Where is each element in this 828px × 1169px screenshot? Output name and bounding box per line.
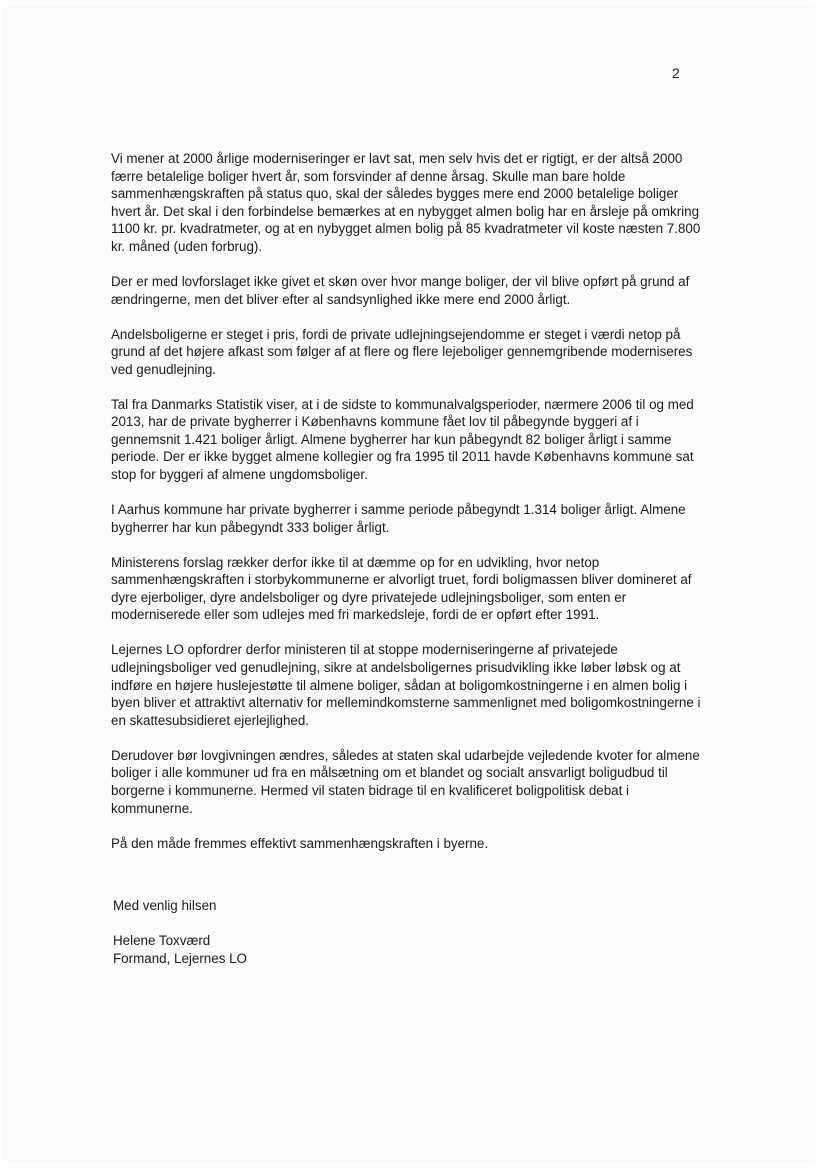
signatory-name: Helene Toxværd xyxy=(113,932,211,948)
signatory-title: Formand, Lejernes LO xyxy=(113,950,247,966)
paragraph-aarhus-statistics: I Aarhus kommune har private bygherrer i samme periode påbegyndt 1.314 boliger årligt. Almene bygherrer har kun påbegyndt 333 boliger årligt. xyxy=(111,502,686,535)
document-page xyxy=(4,8,814,1160)
paragraph-recommendations: Lejernes LO opfordrer derfor ministeren til at stoppe moderniseringerne af privatejede udlejningsboliger ved genudlejning, sikre at andelsboligernes prisudvikling ikke løber løbsk og at indføre en højere huslejestøtte til almene boliger, sådan at boligomkostningerne i en almen bolig i byen bliver et attraktivt alternativ for mellemindkomsterne sammenlignet med boligomkostningerne i en skattesubsidieret ejerlejlighed. xyxy=(111,642,701,728)
letter-body xyxy=(111,150,701,852)
paragraph-conclusion: På den måde fremmes effektivt sammenhængskraften i byerne. xyxy=(111,835,489,851)
paragraph-ministers-proposal: Ministerens forslag rækker derfor ikke til at dæmme op for en udvikling, hvor netop sammenhængskraften i storbykommunerne er alvorligt truet, fordi boligmassen bliver domineret af dyre ejerboliger, dyre andelsboliger og dyre privatejede udlejningsboliger, som enten er moderniserede eller som udlejes med fri markedsleje, fordi de er opført efter 1991. xyxy=(111,554,692,623)
signature-block xyxy=(113,897,247,967)
paragraph-modernization-count: Vi mener at 2000 årlige moderniseringer er lavt sat, men selv hvis det er rigtigt, er der altså 2000 færre betalelige boliger hvert år, som forsvinder af denne årsag. Skulle man bare holde sammenhængskraften på status quo, skal der således bygges mere end 2000 betalelige boliger hvert år. Det skal i den forbindelse bemærkes at en nybygget almen bolig har en årsleje på omkring 1100 kr. pr. kvadratmeter, og at en nybygget almen bolig på 85 kvadratmeter vil koste næsten 7.800 kr. måned (uden forbrug). xyxy=(111,151,701,254)
page-number: 2 xyxy=(672,65,680,81)
closing-greeting: Med venlig hilsen xyxy=(113,898,217,913)
paragraph-cooperative-prices: Andelsboligerne er steget i pris, fordi de private udlejningsejendomme er steget i værdi netop på grund af det højere afkast som følger af at flere og flere lejeboliger gennemgribende moderniseres ved genudlejning. xyxy=(111,326,693,377)
paragraph-legislation-quotas: Derudover bør lovgivningen ændres, således at staten skal udarbejde vejledende kvoter for almene boliger i alle kommuner ud fra en målsætning om et blandet og socialt ansvarligt boligudbud til borgerne i kommunerne. Hermed vil staten bidrage til en kvalificeret boligpolitisk debat i kommunerne. xyxy=(111,747,700,816)
paragraph-copenhagen-statistics: Tal fra Danmarks Statistik viser, at i de sidste to kommunalvalgsperioder, nærmere 2006 til og med 2013, har de private bygherrer i Københavns kommune fået lov til påbegynde byggeri af i gennemsnit 1.421 boliger årligt. Almene bygherrer har kun påbegyndt 82 boliger årligt i samme periode. Der er ikke bygget almene kollegier og fra 1995 til 2011 havde Københavns kommune sat stop for byggeri af almene ungdomsboliger. xyxy=(111,396,694,483)
paragraph-new-housing-estimate: Der er med lovforslaget ikke givet et skøn over hvor mange boliger, der vil blive opført på grund af ændringerne, men det bliver efter al sandsynlighed ikke mere end 2000 årligt. xyxy=(111,273,690,307)
